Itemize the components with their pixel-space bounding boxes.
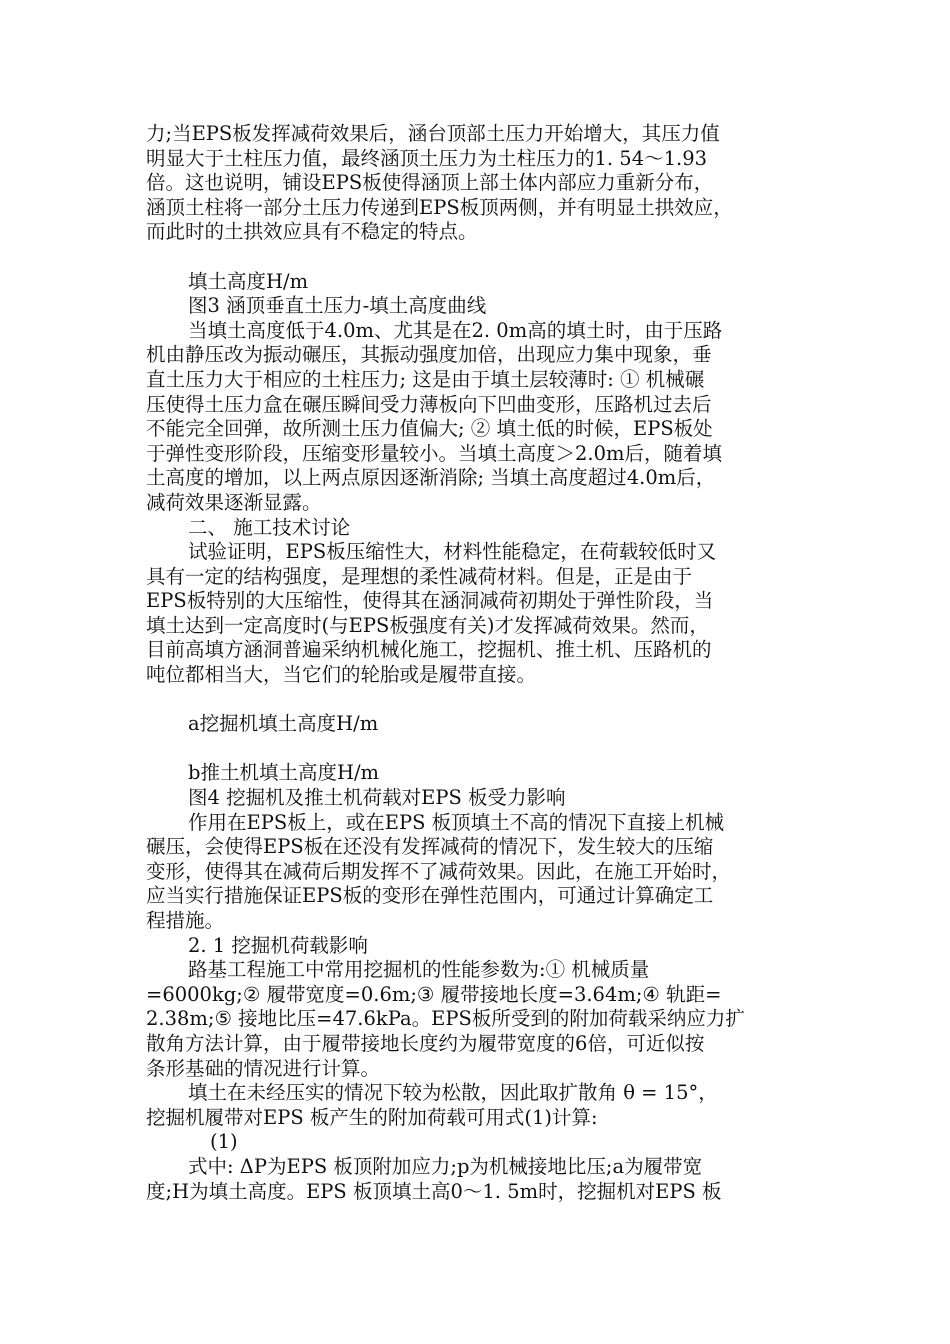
paragraph-line: 减荷效果逐渐显露。 [146,490,322,514]
paragraph-line: 填土达到一定高度时(与EPS板强度有关)才发挥减荷效果。然而， [146,613,709,637]
section-heading: 二、 施工技术讨论 [188,515,351,539]
paragraph-line: 当填土高度低于4.0m、尤其是在2. 0m高的填土时，由于压路 [188,318,723,342]
paragraph-line: 直土压力大于相应的土柱压力; 这是由于填土层较薄时: ① 机械碾 [146,367,705,391]
blank-line [146,688,806,713]
paragraph-line: 应当实行措施保证EPS板的变形在弹性范围内，可通过计算确定工 [146,884,714,908]
paragraph-line: 程措施。 [146,909,225,932]
paragraph-line: 倍。这也说明，铺设EPS板使得涵顶上部土体内部应力重新分布， [146,171,714,195]
paragraph-line: 碾压，会使得EPS板在还没有发挥减荷的情况下，发生较大的压缩 [146,835,714,859]
paragraph-line: 试验证明，EPS板压缩性大，材料性能稳定，在荷载较低时又 [188,540,717,564]
figure-caption: 图3 涵顶垂直土压力-填土高度曲线 [188,294,487,318]
paragraph-line: 路基工程施工中常用挖掘机的性能参数为:① 机械质量 [188,958,650,982]
figure-caption: 图4 挖掘机及推土机荷载对EPS 板受力影响 [188,786,566,810]
paragraph-line: 力;当EPS板发挥减荷效果后，涵台顶部土压力开始增大，其压力值 [146,122,720,145]
paragraph-line: 填土在未经压实的情况下较为松散，因此取扩散角 θ = 15°， [188,1081,718,1105]
paragraph-line: 度;H为填土高度。EPS 板顶填土高0～1. 5m时，挖掘机对EPS 板 [146,1179,722,1203]
paragraph-line: 具有一定的结构强度，是理想的柔性减荷材料。但是，正是由于 [146,564,693,588]
figure-axis-label: a挖掘机填土高度H/m [188,712,379,736]
blank-line [146,737,806,762]
paragraph-line: 吨位都相当大，当它们的轮胎或是履带直接。 [146,663,537,687]
paragraph-line: 明显大于土柱压力值，最终涵顶土压力为土柱压力的1. 54～1.93 [146,146,708,170]
paragraph-line: 条形基础的情况进行计算。 [146,1056,381,1080]
paragraph-line: 压使得土压力盒在碾压瞬间受力薄板向下凹曲变形，压路机过去后 [146,392,712,416]
paragraph-line: 散角方法计算，由于履带接地长度约为履带宽度的6倍，可近似按 [146,1031,705,1055]
paragraph-line: 2.38m;⑤ 接地比压=47.6kPa。EPS板所受到的附加荷载采纳应力扩 [146,1007,745,1031]
equation-number: (1) [210,1130,238,1154]
blank-line [146,245,806,270]
paragraph-line: 挖掘机履带对EPS 板产生的附加荷载可用式(1)计算: [146,1105,598,1129]
paragraph-line: 而此时的土拱效应具有不稳定的特点。 [146,220,478,244]
figure-axis-label: 填土高度H/m [188,269,309,293]
paragraph-line: 变形，使得其在减荷后期发挥不了减荷效果。因此，在施工开始时， [146,859,732,883]
figure-axis-label: b推土机填土高度H/m [188,761,380,785]
paragraph-line: =6000kg;② 履带宽度=0.6m;③ 履带接地长度=3.64m;④ 轨距= [146,982,722,1006]
subsection-heading: 2. 1 挖掘机荷载影响 [188,933,368,957]
paragraph-line: 作用在EPS板上，或在EPS 板顶填土不高的情况下直接上机械 [188,810,725,834]
paragraph-line: 式中: ΔP为EPS 板顶附加应力;p为机械接地比压;a为履带宽 [188,1154,703,1178]
document-body [146,122,806,1204]
paragraph-line: EPS板特别的大压缩性，使得其在涵洞减荷初期处于弹性阶段，当 [146,589,714,613]
paragraph-line: 不能完全回弹，故所测土压力值偏大; ② 填土低的时候，EPS板处 [146,417,713,441]
paragraph-line: 目前高填方涵洞普遍采纳机械化施工，挖掘机、推土机、压路机的 [146,638,712,662]
paragraph-line: 涵顶土柱将一部分土压力传递到EPS板顶两侧，并有明显土拱效应， [146,195,733,219]
paragraph-line: 机由静压改为振动碾压，其振动强度加倍，出现应力集中现象，垂 [146,343,712,367]
paragraph-line: 土高度的增加，以上两点原因逐渐消除; 当填土高度超过4.0m后， [146,466,716,490]
paragraph-line: 于弹性变形阶段，压缩变形量较小。当填土高度＞2.0m后，随着填 [146,441,723,465]
